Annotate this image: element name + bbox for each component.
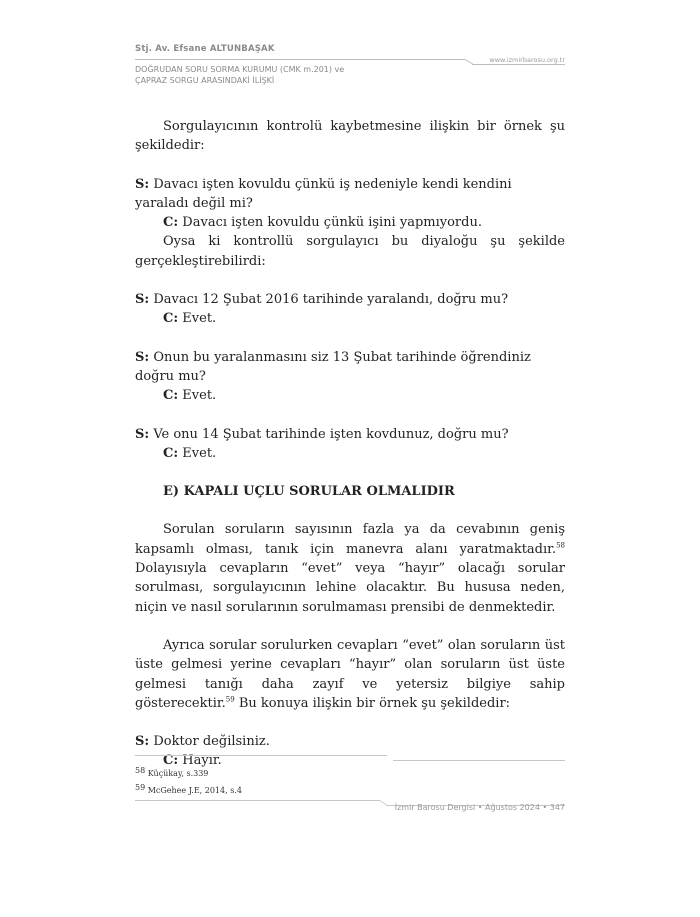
answer-label: C: — [163, 388, 179, 404]
answer — [135, 444, 565, 463]
question — [135, 425, 565, 444]
answer-label: C: — [163, 215, 179, 231]
footnotes — [135, 765, 565, 799]
paragraph: Oysa ki kontrollü sorgulayıcı bu diyaloğu şu şekilde gerçekleştirebilirdi: — [135, 234, 565, 269]
header-rule-right — [472, 64, 565, 65]
answer-label: C: — [163, 445, 179, 461]
footnote-number: 59 — [135, 783, 146, 792]
answer — [135, 309, 565, 328]
paragraph — [135, 520, 565, 616]
page-header — [135, 44, 565, 85]
question-label: S: — [135, 176, 150, 192]
answer-text: Evet. — [182, 388, 217, 404]
article-title — [135, 64, 344, 86]
footnote-number: 58 — [135, 766, 146, 775]
footnote-ref[interactable]: 58 — [556, 541, 565, 550]
answer-text: Evet. — [182, 311, 217, 327]
website-link[interactable]: www.izmirbarosu.org.tr — [489, 56, 565, 64]
paragraph-text: Dolayısıyla cevapların “evet” veya “hayır” olacağı sorular sorulması, sorgulayıcının lehine olacaktır. Bu hususa neden, niçin ve nasıl sorularının sorulmaması prensibi de denmektedir. — [135, 561, 565, 615]
footnote — [135, 765, 565, 782]
footnote-text: McGehee J.E, 2014, s.4 — [147, 786, 242, 795]
footer-rule — [135, 800, 380, 801]
answer-label: C: — [163, 753, 179, 769]
footnote-separator — [135, 755, 565, 763]
paragraph: Sorgulayıcının kontrolü kaybetmesine ilişkin bir örnek şu şekildedir: — [135, 119, 565, 154]
journal-info: İzmir Barosu Dergisi • Ağustos 2024 • 347 — [394, 803, 565, 812]
paragraph-text: Ayrıca sorular sorulurken cevapları “evet” olan soruların üst üste gelmesi yerine cevapları “hayır” olan soruların üst üste gelmesi tanığı daha zayıf ve yetersiz bilgiye sahip gösterecektir. — [135, 637, 565, 711]
paragraph-text: Sorulan soruların sayısının fazla ya da cevabının geniş kapsamlı olması, tanık için manevra alanı yaratmaktadır. — [135, 522, 565, 557]
question-text: Onun bu yaralanmasını siz 13 Şubat tarihinde öğrendiniz doğru mu? — [135, 349, 531, 384]
answer-text: Hayır. — [182, 753, 222, 769]
question — [135, 290, 565, 309]
question — [135, 348, 565, 387]
article-title-line1: DOĞRUDAN SORU SORMA KURUMU (CMK m.201) ve — [135, 65, 345, 74]
footnote-text: Küçükay, s.339 — [147, 769, 209, 778]
question — [135, 175, 565, 214]
answer — [135, 386, 565, 405]
question-label: S: — [135, 349, 150, 365]
paragraph — [135, 636, 565, 713]
article-title-line2: ÇAPRAZ SORGU ARASINDAKİ İLİŞKİ — [135, 76, 275, 85]
question-label: S: — [135, 292, 150, 308]
answer-label: C: — [163, 311, 179, 327]
question-text: Ve onu 14 Şubat tarihinde işten kovdunuz, doğru mu? — [153, 426, 509, 442]
footnote — [135, 782, 565, 799]
question-label: S: — [135, 426, 150, 442]
question-text: Davacı 12 Şubat 2016 tarihinde yaralandı, doğru mu? — [153, 292, 509, 308]
question-label: S: — [135, 734, 150, 750]
question-text: Davacı işten kovuldu çünkü iş nedeniyle kendi kendini yaraladı değil mi? — [135, 176, 512, 211]
footnote-ref[interactable]: 59 — [225, 695, 235, 704]
answer-text: Davacı işten kovuldu çünkü işini yapmıyordu. — [182, 215, 482, 231]
question — [135, 732, 565, 751]
paragraph-text: Bu konuya ilişkin bir örnek şu şekildedir: — [234, 695, 511, 711]
author-name: Stj. Av. Efsane ALTUNBAŞAK — [135, 44, 275, 54]
question-text: Doktor değilsiniz. — [153, 734, 270, 750]
section-heading: E) KAPALI UÇLU SORULAR OLMALIDIR — [163, 484, 455, 500]
page-footer — [135, 800, 565, 820]
answer-text: Evet. — [182, 445, 217, 461]
article-body — [135, 117, 565, 771]
header-rule — [135, 59, 465, 60]
answer — [135, 213, 565, 232]
